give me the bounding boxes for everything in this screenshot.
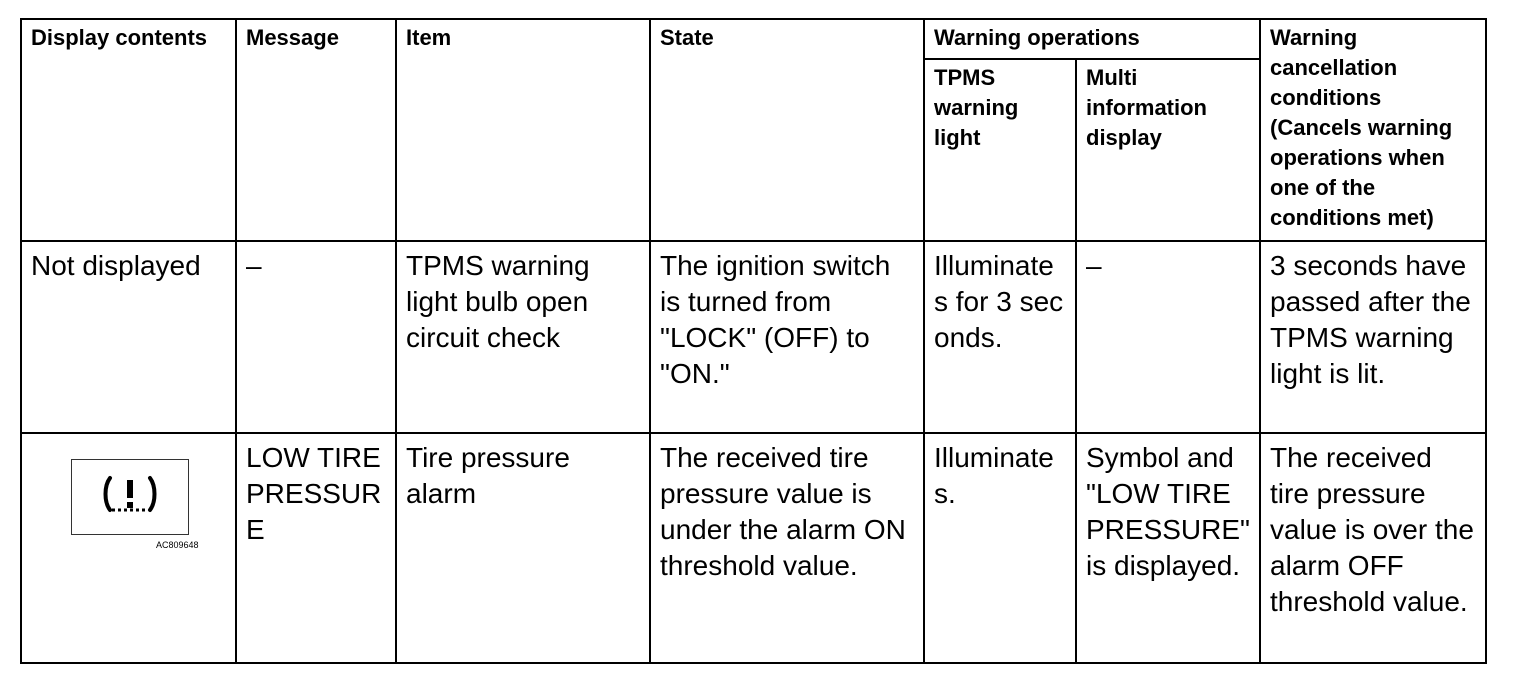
header-item: Item [396,19,650,241]
cell-display-contents [21,433,236,663]
cell-item: TPMS warning light bulb open circuit check [396,241,650,433]
cell-multi-information-display: Symbol and "LOW TIRE PRESSURE" is displayed. [1076,433,1260,663]
cell-multi-information-display: – [1076,241,1260,433]
tire-pressure-warning-icon [71,459,189,535]
header-multi-information-display: Multi information display [1076,59,1260,241]
header-state: State [650,19,924,241]
header-warning-operations: Warning operations [924,19,1260,59]
cell-message: – [236,241,396,433]
header-warning-cancellation-conditions: Warning cancellation conditions (Cancels warning operations when one of the conditions met) [1260,19,1486,241]
header-message: Message [236,19,396,241]
cell-tpms-warning-light: Illuminates for 3 seconds. [924,241,1076,433]
header-display-contents: Display contents [21,19,236,241]
header-tpms-warning-light: TPMS warning light [924,59,1076,241]
header-row [21,19,1486,59]
cell-tpms-warning-light: Illuminates. [924,433,1076,663]
table-row [21,433,1486,663]
icon-code-label: AC809648 [156,539,199,550]
cell-cancellation: The received tire pressure value is over the alarm OFF threshold value. [1260,433,1486,663]
cell-state: The received tire pressure value is under the alarm ON threshold value. [650,433,924,663]
cell-message: LOW TIRE PRESSURE [236,433,396,663]
cell-item: Tire pressure alarm [396,433,650,663]
cell-state: The ignition switch is turned from "LOCK" (OFF) to "ON." [650,241,924,433]
cell-cancellation: 3 seconds have passed after the TPMS warning light is lit. [1260,241,1486,433]
tpms-warning-table [20,18,1487,664]
table-row [21,241,1486,433]
cell-display-contents: Not displayed [21,241,236,433]
